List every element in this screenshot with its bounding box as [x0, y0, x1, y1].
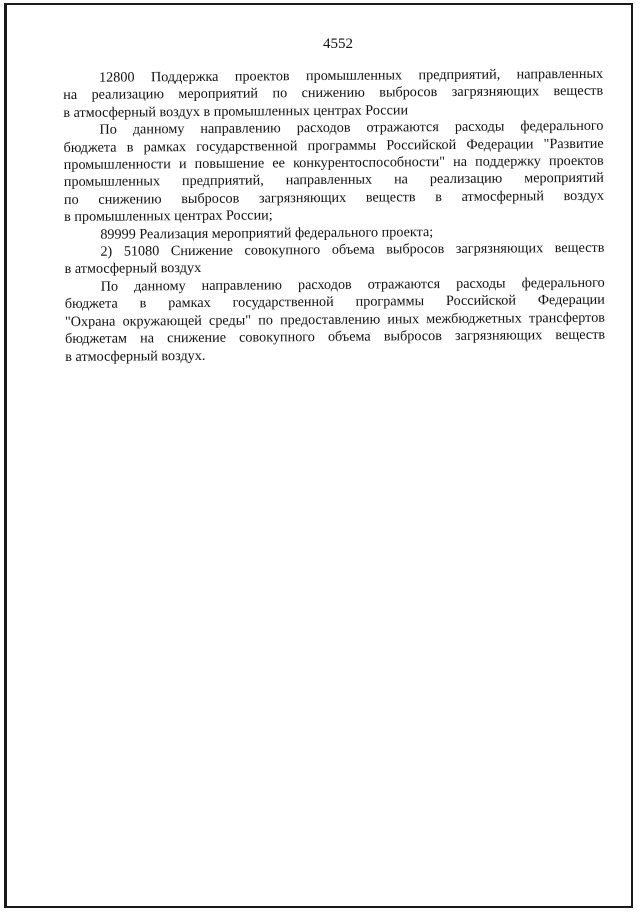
paragraph-line: По данному направлению расходов отражаются расходы федерального — [100, 274, 605, 295]
paragraph-line: "Охрана окружающей среды" по предоставлению иных межбюджетных трансфертов — [64, 309, 606, 330]
paragraph-line: по снижению выбросов загрязняющих веществ в атмосферный воздух — [63, 187, 605, 208]
page-number: 4552 — [323, 36, 353, 52]
paragraph-line: бюджета в рамках государственной программы Российской Федерации "Развитие — [63, 135, 604, 156]
paragraph-line: промышленности и повышение ее конкурентоспособности" на поддержку проектов — [63, 152, 604, 174]
document-body — [63, 66, 605, 366]
paragraph-line: 2) 51080 Снижение совокупного объема выбросов загрязняющих веществ — [100, 239, 605, 260]
paragraph-line: По данному направлению расходов отражаются расходы федерального — [99, 117, 604, 138]
paragraph-line: бюджетам на снижение совокупного объема выбросов загрязняющих веществ — [65, 326, 606, 348]
paragraph-line: на реализацию мероприятий по снижению выбросов загрязняющих веществ — [63, 83, 604, 104]
paragraph-line: в атмосферный воздух — [64, 260, 202, 278]
paragraph-line: 12800 Поддержка проектов промышленных предприятий, направленных — [98, 65, 604, 86]
paragraph-line: 89999 Реализация мероприятий федерального проекта; — [100, 223, 434, 243]
paragraph-line: в атмосферный воздух в промышленных центрах России — [63, 102, 409, 121]
paragraph-line: в атмосферный воздух. — [65, 347, 206, 365]
paragraph-line: в промышленных центрах России; — [64, 207, 273, 226]
paragraph-line: промышленных предприятий, направленных на реализацию мероприятий — [63, 170, 604, 191]
paragraph-line: бюджета в рамках государственной программы Российской Федерации — [64, 292, 605, 313]
